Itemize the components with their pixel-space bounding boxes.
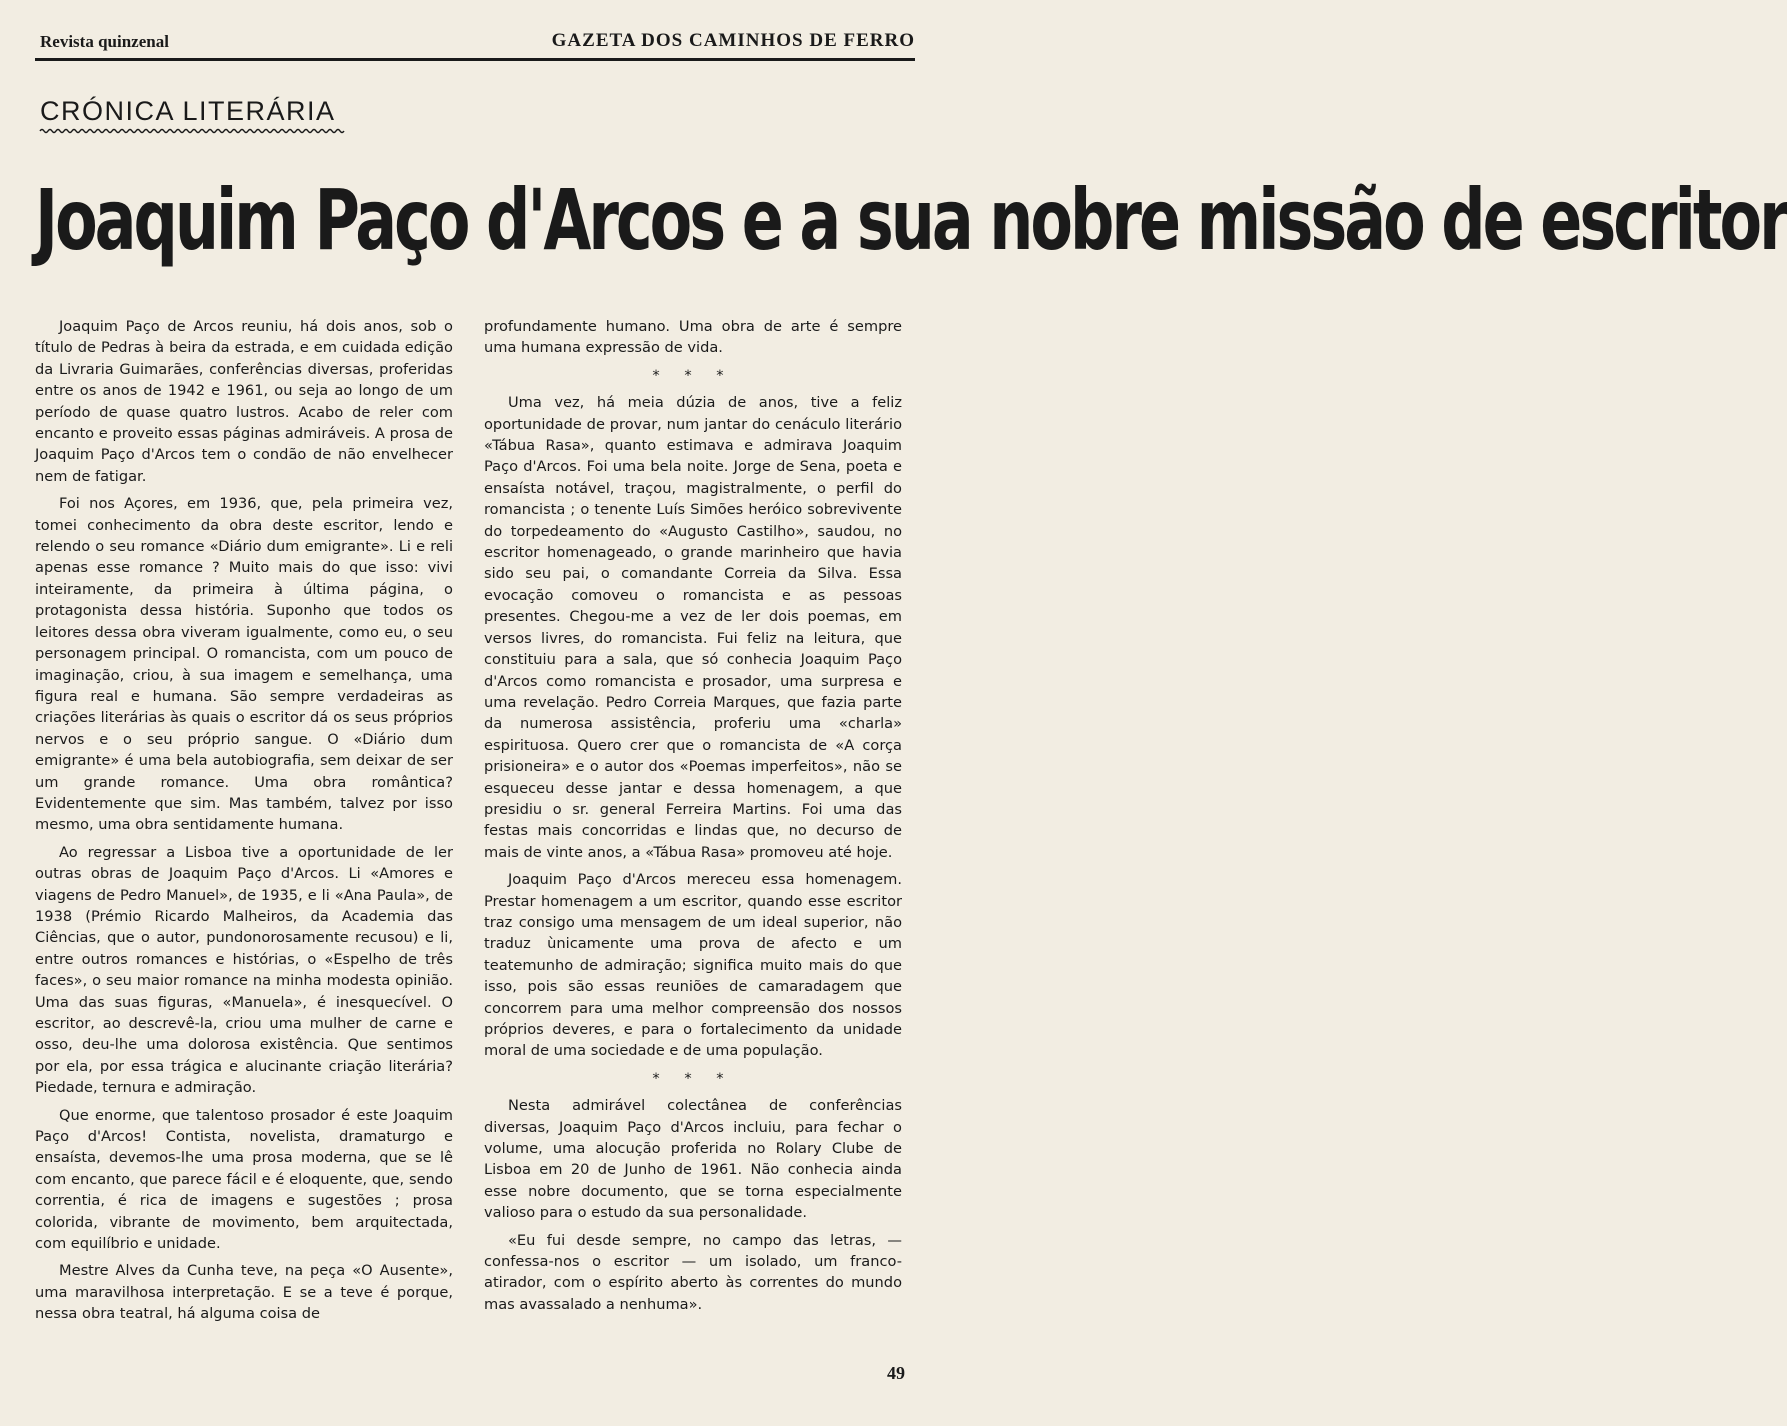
paragraph: Joaquim Paço d'Arcos mereceu essa homenagem. Prestar homenagem a um escritor, quando esse escritor traz consigo uma mensagem de um ideal superior, não traduz ùnicamente uma prova de afecto e um teatemunho de admiração; significa muito mais do que isso, pois são essas reuniões de camaradagem que concorrem para uma melhor compreensão dos nossos próprios deveres, e para o fortalecimento da unidade moral de uma sociedade e de uma população. <box>484 871 902 1060</box>
paragraph: Foi nos Açores, em 1936, que, pela primeira vez, tomei conhecimento da obra deste escritor, lendo e relendo o seu romance «Diário dum emigrante». Li e reli apenas esse romance ? Muito mais do que isso: vivi inteiramente, da primeira à última página, o protagonista dessa história. Suponho que todos os leitores dessa obra viveram igualmente, como eu, o seu personagem principal. O romancista, com um pouco de imaginação, criou, à sua imagem e semelhança, uma figura real e humana. São sempre verdadeiras as criações literárias às quais o escritor dá os seus próprios nervos e o seu próprio sangue. O «Diário dum emigrante» é uma bela autobiografia, sem deixar de ser um grande romance. Uma obra romântica? Evidentemente que sim. Mas também, talvez por isso mesmo, uma obra sentidamente humana. <box>35 495 453 834</box>
paragraph: Ao regressar a Lisboa tive a oportunidade de ler outras obras de Joaquim Paço d'Arcos. Li «Amores e viagens de Pedro Manuel», de 1935, e li «Ana Paula», de 1938 (Prémio Ricardo Malheiros, da Academia das Ciências, que o autor, pundonorosamente recusou) e li, entre outros romances e histórias, o «Espelho de três faces», o seu maior romance na minha modesta opinião. Uma das suas figuras, «Manuela», é inesquecível. O escritor, ao descrevê-la, criou uma mulher de carne e osso, deu-lhe uma dolorosa existência. Que sentimos por ela, por essa trágica e alucinante criação literária? Piedade, ternura e admiração. <box>35 843 453 1097</box>
section-separator: * * * <box>652 1069 734 1087</box>
section-title: CRÓNICA LITERÁRIA <box>40 96 336 126</box>
paragraph: «Eu fui desde sempre, no campo das letras, — confessa-nos o escritor — um isolado, um franco-atirador, com o espírito aberto às correntes do mundo mas avassalado a nenhuma». <box>484 1231 902 1313</box>
paragraph: Mestre Alves da Cunha teve, na peça «O Ausente», uma maravilhosa interpretação. E se a teve é porque, nessa obra teatral, há alguma coisa de <box>35 1262 453 1323</box>
paragraph: Que enorme, que talentoso prosador é este Joaquim Paço d'Arcos! Contista, novelista, dramaturgo e ensaísta, devemos-lhe uma prosa moderna, que se lê com encanto, que parece fácil e é eloquente, que, sendo correntia, é rica de imagens e sugestões ; prosa colorida, vibrante de movimento, bem arquitectada, com equilíbrio e unidade. <box>35 1106 453 1253</box>
article-title: Joaquim Paço d'Arcos e a sua nobre missão de escritor <box>35 170 1787 270</box>
section-wavy-rule <box>40 128 345 134</box>
header-right-text: GAZETA DOS CAMINHOS DE FERRO <box>551 30 915 51</box>
paragraph: Uma vez, há meia dúzia de anos, tive a feliz oportunidade de provar, num jantar do cenáculo literário «Tábua Rasa», quanto estimava e admirava Joaquim Paço d'Arcos. Foi uma bela noite. Jorge de Sena, poeta e ensaísta notável, traçou, magistralmente, o perfil do romancista ; o tenente Luís Simões heróico sobrevivente do torpedeamento do «Augusto Castilho», saudou, no escritor homenageado, o grande marinheiro que havia sido seu pai, o comandante Correia da Silva. Essa evocação comoveu o romancista e as pessoas presentes. Chegou-me a vez de ler dois poemas, em versos livres, do romancista. Fui feliz na leitura, que constituiu para a sala, que só conhecia Joaquim Paço d'Arcos como romancista e prosador, uma surpresa e uma revelação. Pedro Correia Marques, que fazia parte da numerosa assistência, proferiu uma «charla» espirituosa. Quero crer que o romancista de «A corça prisioneira» e o autor dos «Poemas imperfeitos», não se esqueceu desse jantar e dessa homenagem, a que presidiu o sr. general Ferreira Martins. Foi uma das festas mais concorridas e lindas que, no decurso de mais de vinte anos, a «Tábua Rasa» promoveu até hoje. <box>484 394 902 861</box>
paragraph: Nesta admirável colectânea de conferências diversas, Joaquim Paço d'Arcos incluiu, para fechar o volume, uma alocução proferida no Rolary Clube de Lisboa em 20 de Junho de 1961. Não conhecia ainda esse nobre documento, que se torna especialmente valioso para o estudo da sua personalidade. <box>484 1097 902 1222</box>
header-divider <box>35 58 915 61</box>
page-number: 49 <box>887 1363 905 1383</box>
paragraph: Joaquim Paço de Arcos reuniu, há dois anos, sob o título de Pedras à beira da estrada, e em cuidada edição da Livraria Guimarães, conferências diversas, proferidas entre os anos de 1942 e 1961, ou seja ao longo de um período de quase quatro lustros. Acabo de reler com encanto e proveito essas páginas admiráveis. A prosa de Joaquim Paço d'Arcos tem o condão de não envelhecer nem de fatigar. <box>35 318 453 485</box>
paragraph-continuation: profundamente humano. Uma obra de arte é sempre uma humana expressão de vida. <box>484 318 902 357</box>
section-separator: * * * <box>652 366 734 384</box>
left-column <box>35 316 453 1331</box>
right-column <box>484 316 902 1321</box>
header-left-text: Revista quinzenal <box>40 32 169 51</box>
